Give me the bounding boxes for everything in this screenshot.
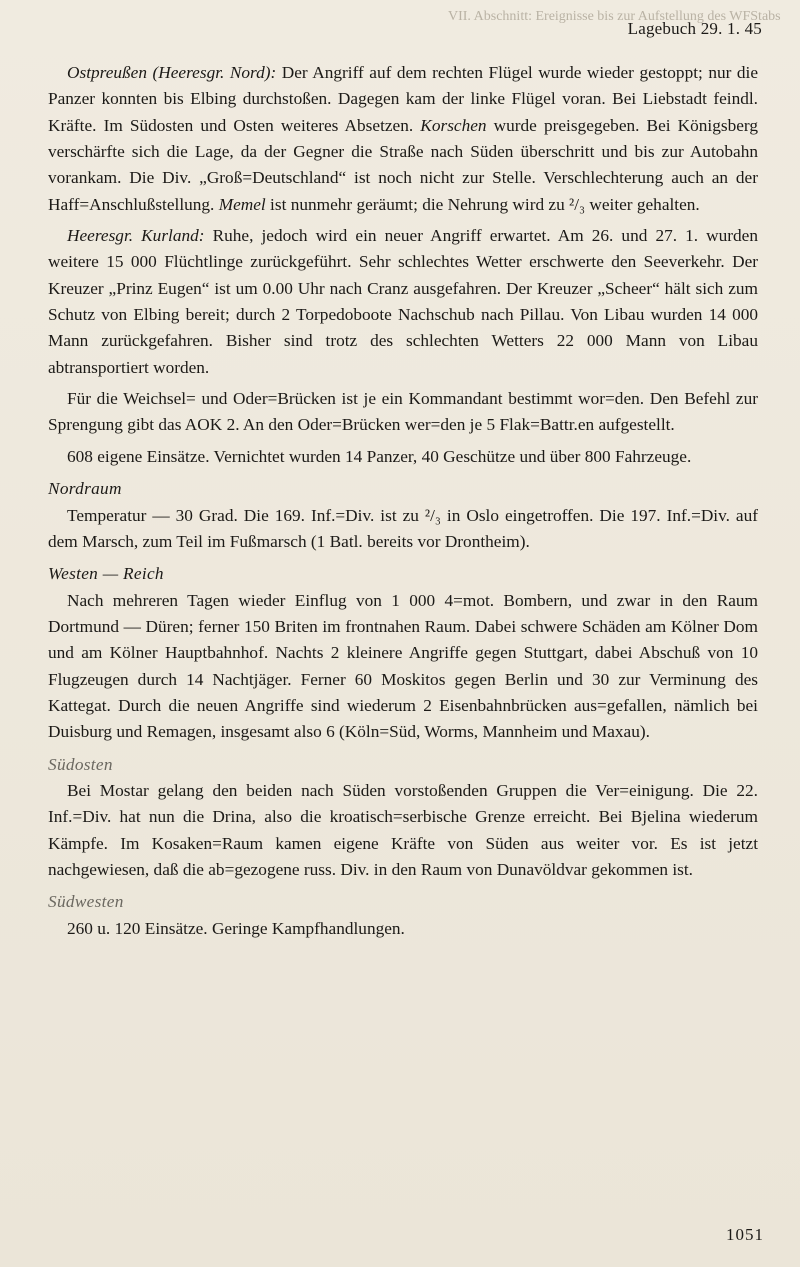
paragraph-westen: Nach mehreren Tagen wieder Einflug von 1 000 4=mot. Bombern, und zwar in den Raum Dortmund — Düren; ferner 150 Briten im frontnahen Raum. Dabei schwere Schäden am Kölner Dom und am Kölner Hauptbahnhof. Nachts 2 kleinere Angriffe gegen Stuttgart, dabei Abschuß von 10 Flugzeugen durch 14 Nachtjäger. Ferner 60 Moskitos gegen Berlin und 30 zur Verminung des Kattegat. Durch die neuen Angriffe sind wiederum 2 Eisenbahnbrücken aus=gefallen, nämlich bei Duisburg und Remagen, insgesamt also 6 (Köln=Süd, Worms, Mannheim und Maxau). (48, 590, 758, 742)
running-head-title: Lagebuch 29. 1. 45 (627, 19, 762, 38)
section-label-ostpreussen: Ostpreußen (Heeresgr. Nord): (67, 63, 277, 82)
heading-westen: Westen — Reich (48, 564, 164, 584)
body-text (48, 60, 758, 942)
paragraph-einsaetze: 608 eigene Einsätze. Vernichtet wurden 14 Panzer, 40 Geschütze und über 800 Fahrzeuge. (67, 446, 692, 466)
paragraph-suedosten: Bei Mostar gelang den beiden nach Süden vorstoßenden Gruppen die Ver=einigung. Die 22. Inf.=Div. hat nun die Drina, also die kroatisch=serbische Grenze erreicht. Bei Bjelina wiederum Kämpfe. Im Kosaken=Raum kamen eigene Kräfte von Süden aus weiter vor. Es ist jetzt nachgewiesen, daß die ab=gezogene russ. Div. in den Raum von Dunavöldvar gekommen ist. (48, 780, 758, 879)
paragraph-ostpreussen: Ostpreußen (Heeresgr. Nord): Der Angriff auf dem rechten Flügel wurde wieder gestoppt; nur die Panzer konnten bis Elbing durchstoßen. Dagegen kam der linke Flügel voran. Bei Liebstadt feindl. Kräfte. Im Südosten und Osten weiteres Absetzen. Korschen wurde preisgegeben. Bei Königsberg verschärfte sich die Lage, da der Gegner die Straße nach Süden überschritt und bis zur Autobahn vorankam. Die Div. „Groß=Deutschland“ ist noch nicht zur Stelle. Verschlechterung auch an der Haff=Anschlußstellung. Memel ist nunmehr geräumt; die Nehrung wird zu ²/₃ weiter gehalten. (48, 63, 758, 214)
heading-nordraum: Nordraum (48, 479, 122, 499)
heading-suedosten: Südosten (48, 754, 113, 774)
page-number: 1051 (726, 1225, 764, 1244)
paragraph-suedwesten: 260 u. 120 Einsätze. Geringe Kampfhandlungen. (67, 918, 405, 938)
bleed-through-header: VII. Abschnitt: Ereignisse bis zur Aufstellung des WFStabs (448, 9, 781, 24)
running-head (48, 9, 781, 40)
place-memel: Memel (218, 194, 266, 214)
section-label-kurland: Heeresgr. Kurland: (67, 226, 205, 246)
paragraph-kurland: Heeresgr. Kurland: Ruhe, jedoch wird ein neuer Angriff erwartet. Am 26. und 27. 1. wurden weitere 15 000 Flüchtlinge zurückgeführt. Sehr schlechtes Wetter erschwerte den Seeverkehr. Der Kreuzer „Prinz Eugen“ ist um 0.00 Uhr nach Cranz ausgefahren. Der Kreuzer „Scheer“ hält sich zum Schutz von Elbing bereit; durch 2 Torpedoboote Nachschub nach Pillau. Von Libau wurden 14 000 Mann zurückgefahren. Bisher sind trotz des schlechten Wetters 22 000 Mann von Libau abtransportiert worden. (48, 226, 758, 377)
place-korschen: Korschen (420, 115, 487, 135)
paragraph-bruecken: Für die Weichsel= und Oder=Brücken ist je ein Kommandant bestimmt wor=den. Den Befehl zur Sprengung gibt das AOK 2. An den Oder=Brücken wer=den je 5 Flak=Battr.en aufgestellt. (48, 389, 758, 435)
paragraph-nordraum: Temperatur — 30 Grad. Die 169. Inf.=Div. ist zu ²/₃ in Oslo eingetroffen. Die 197. Inf.=Div. auf dem Marsch, zum Teil im Fußmarsch (1 Batl. bereits vor Drontheim). (48, 505, 758, 551)
heading-suedwesten: Südwesten (48, 892, 124, 912)
